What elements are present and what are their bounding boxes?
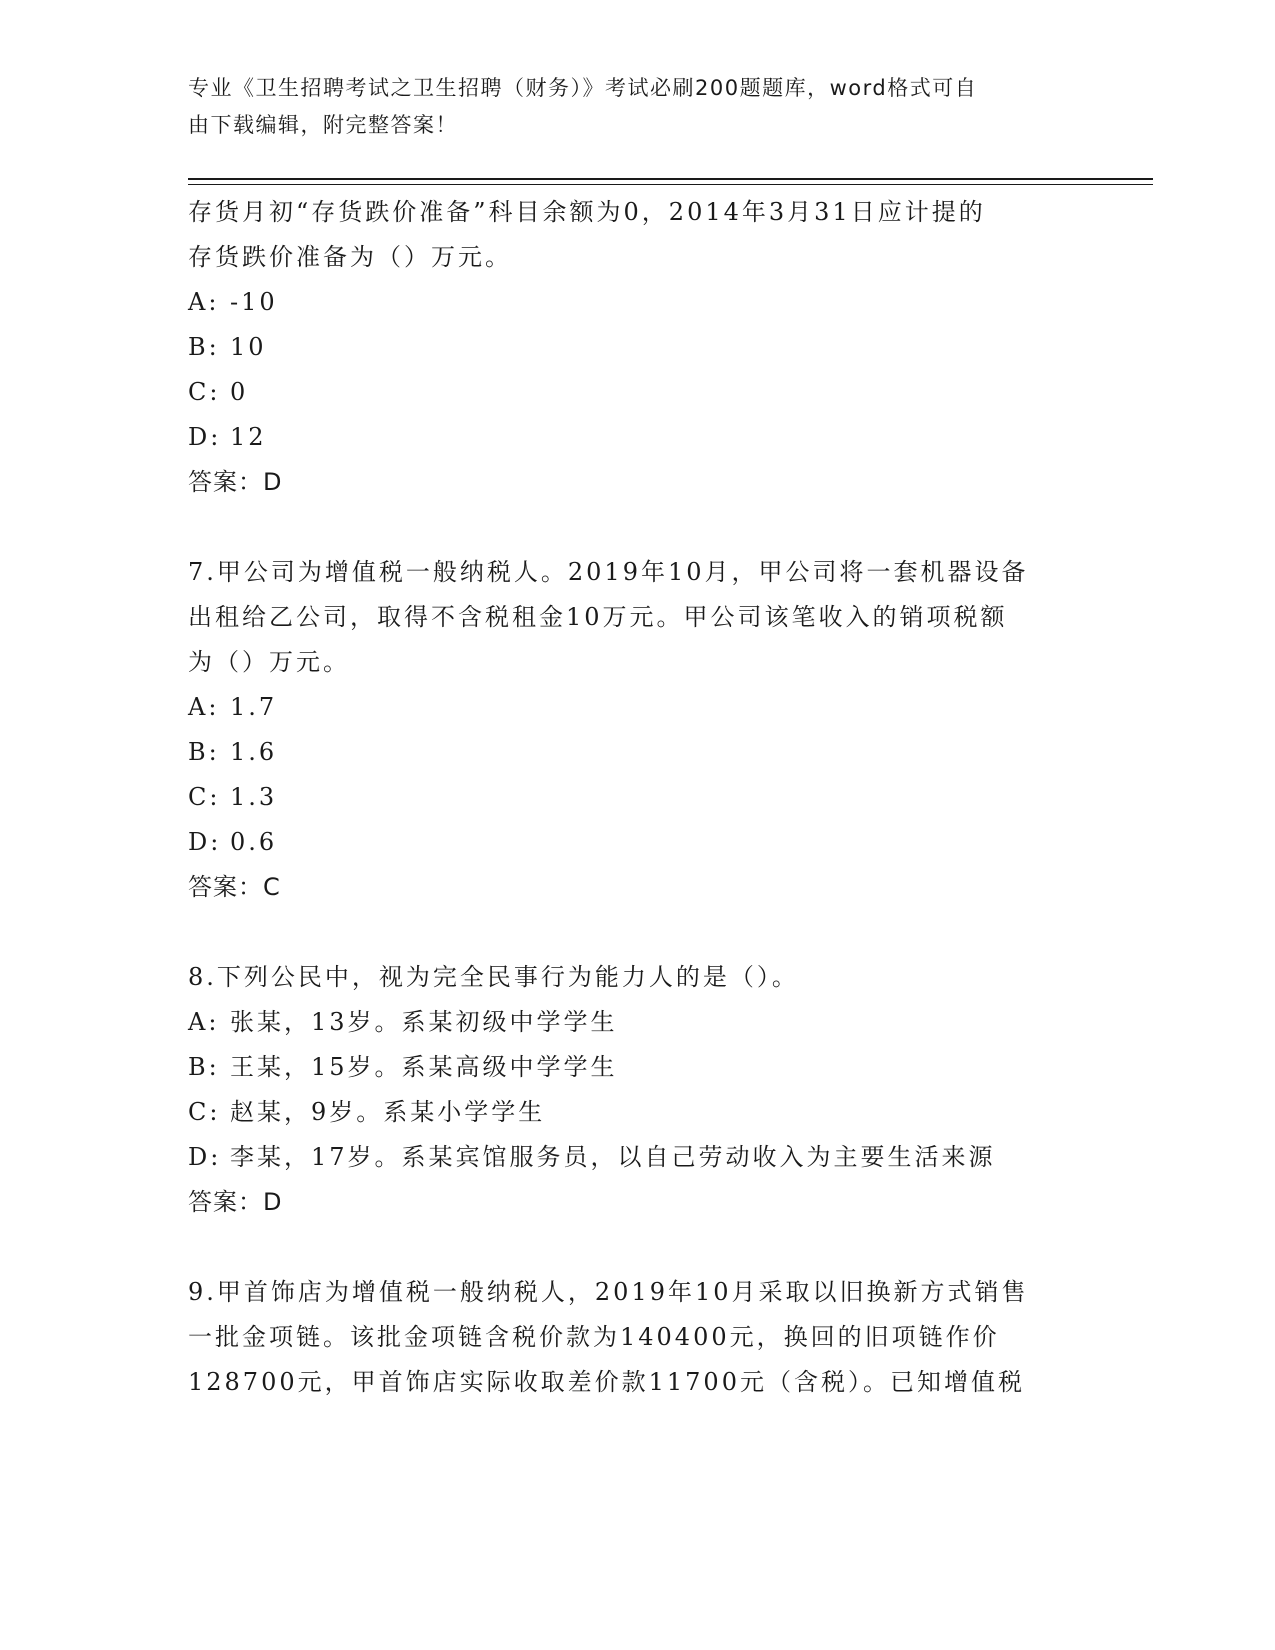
option-c xyxy=(188,1090,1088,1135)
option-text: 10 xyxy=(230,333,267,361)
document-body xyxy=(188,190,1088,1405)
header-divider-thin xyxy=(188,184,1153,185)
option-text: 李某，17岁。系某宾馆服务员，以自己劳动收入为主要生活来源 xyxy=(230,1143,996,1171)
option-b xyxy=(188,1045,1088,1090)
option-letter: A: xyxy=(188,1008,220,1036)
question-stem-line: 出租给乙公司，取得不含税租金10万元。甲公司该笔收入的销项税额 xyxy=(188,603,1008,631)
option-letter: D: xyxy=(188,423,222,451)
option-a xyxy=(188,685,1088,730)
page-header xyxy=(188,70,1068,144)
option-text: 1.6 xyxy=(230,738,278,766)
question-stem-line: 一批金项链。该批金项链含税价款为140400元，换回的旧项链作价 xyxy=(188,1323,1000,1351)
option-letter: B: xyxy=(188,333,220,361)
option-d xyxy=(188,820,1088,865)
answer-line: 答案：D xyxy=(188,1188,283,1216)
question-block-9 xyxy=(188,1270,1088,1405)
option-text: 1.3 xyxy=(230,783,278,811)
option-c xyxy=(188,775,1088,820)
option-b xyxy=(188,325,1088,370)
spacer xyxy=(188,1225,1088,1270)
question-block-6 xyxy=(188,190,1088,505)
option-letter: A: xyxy=(188,288,220,316)
question-stem-line: 存货月初“存货跌价准备”科目余额为0，2014年3月31日应计提的 xyxy=(188,198,986,226)
question-stem-line: 8.下列公民中，视为完全民事行为能力人的是（）。 xyxy=(188,963,799,991)
header-divider-thick xyxy=(188,178,1153,180)
option-b xyxy=(188,730,1088,775)
option-a xyxy=(188,1000,1088,1045)
option-letter: B: xyxy=(188,1053,220,1081)
option-a xyxy=(188,280,1088,325)
option-c xyxy=(188,370,1088,415)
option-d xyxy=(188,1135,1088,1180)
question-stem-line: 为（）万元。 xyxy=(188,648,350,676)
question-stem-line: 存货跌价准备为（）万元。 xyxy=(188,243,512,271)
option-letter: D: xyxy=(188,1143,222,1171)
question-block-8 xyxy=(188,955,1088,1225)
option-text: 王某，15岁。系某高级中学学生 xyxy=(230,1053,618,1081)
option-text: 赵某，9岁。系某小学学生 xyxy=(230,1098,546,1126)
option-text: 1.7 xyxy=(230,693,278,721)
question-stem-line: 9.甲首饰店为增值税一般纳税人，2019年10月采取以旧换新方式销售 xyxy=(188,1278,1029,1306)
spacer xyxy=(188,505,1088,550)
header-line-2: 由下载编辑，附完整答案！ xyxy=(188,113,458,137)
header-line-1: 专业《卫生招聘考试之卫生招聘（财务）》考试必刷200题题库，word格式可自 xyxy=(188,76,978,100)
question-block-7 xyxy=(188,550,1088,910)
question-stem-line: 7.甲公司为增值税一般纳税人。2019年10月，甲公司将一套机器设备 xyxy=(188,558,1029,586)
option-text: 0 xyxy=(230,378,249,406)
option-letter: C: xyxy=(188,783,221,811)
option-text: 张某，13岁。系某初级中学学生 xyxy=(230,1008,618,1036)
question-stem-line: 128700元，甲首饰店实际收取差价款11700元（含税）。已知增值税 xyxy=(188,1368,1025,1396)
option-letter: C: xyxy=(188,378,221,406)
option-letter: D: xyxy=(188,828,222,856)
option-letter: B: xyxy=(188,738,220,766)
spacer xyxy=(188,910,1088,955)
option-text: 12 xyxy=(230,423,267,451)
answer-line: 答案：D xyxy=(188,468,283,496)
answer-line: 答案：C xyxy=(188,873,281,901)
option-d xyxy=(188,415,1088,460)
option-letter: C: xyxy=(188,1098,221,1126)
option-text: -10 xyxy=(230,288,278,316)
option-letter: A: xyxy=(188,693,220,721)
option-text: 0.6 xyxy=(230,828,278,856)
